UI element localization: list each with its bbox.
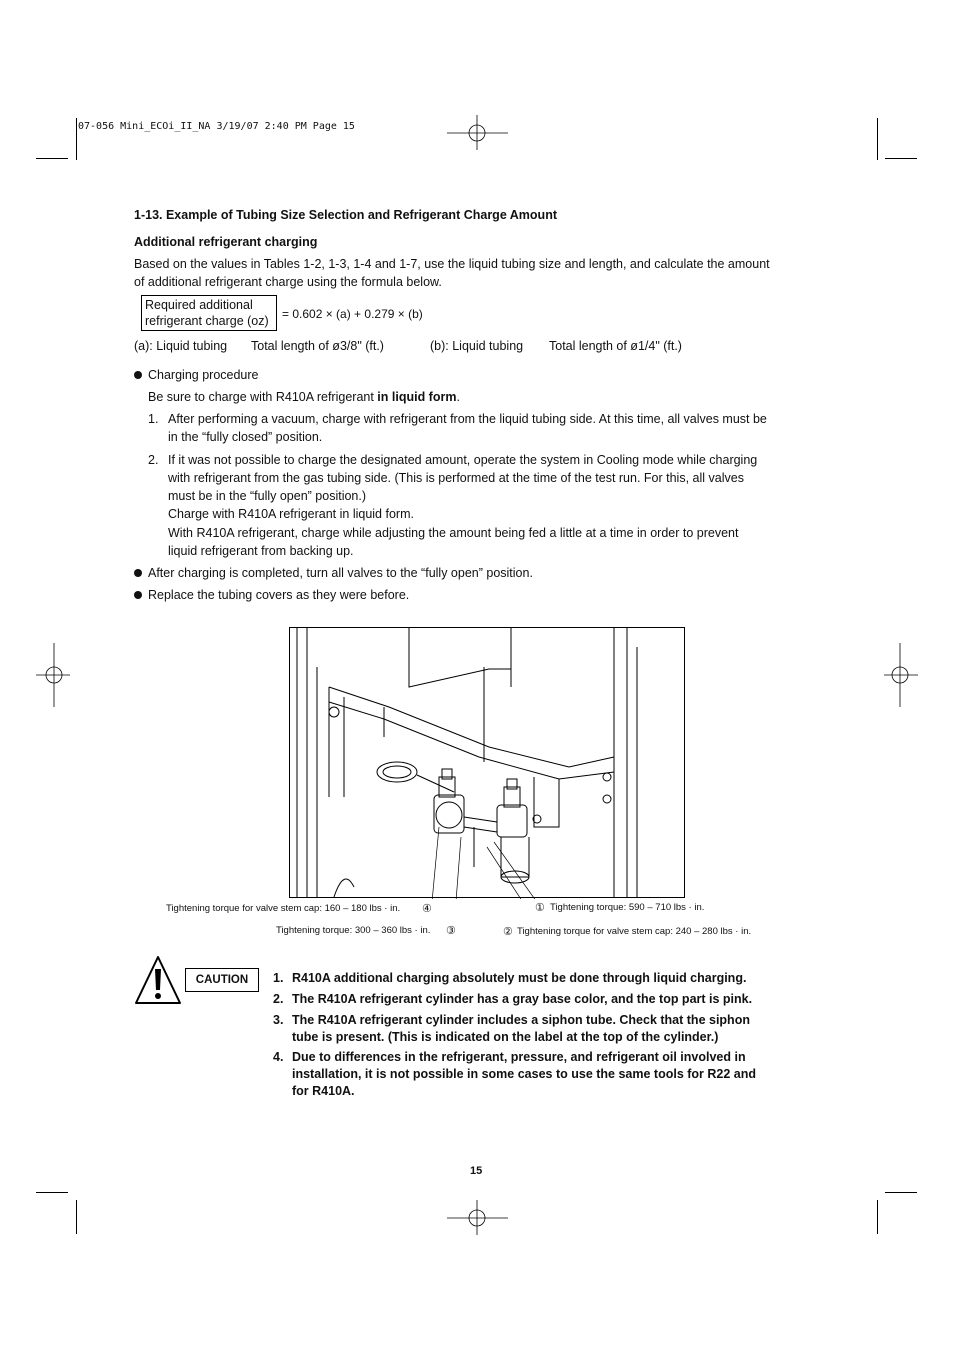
def-a-label: (a): Liquid tubing	[134, 339, 228, 353]
caution-2-number: 2.	[273, 992, 284, 1006]
caution-4-number: 4.	[273, 1050, 284, 1064]
bullet-dot	[134, 569, 142, 577]
caution-badge: CAUTION	[185, 968, 259, 992]
page-number: 15	[470, 1165, 483, 1177]
charging-note-bold: in liquid form	[377, 390, 457, 404]
bullet-charging-procedure: Charging procedure	[148, 368, 259, 382]
def-b-desc: Total length of ø1/4" (ft.)	[549, 339, 682, 353]
step-2-line-6: liquid refrigerant from backing up.	[168, 544, 354, 558]
step-2-line-3: must be in the “fully open” position.)	[168, 489, 367, 503]
caution-4-line-2: installation, it is not possible in some cases to use the same tools for R22 and	[292, 1067, 757, 1081]
charging-note	[148, 388, 460, 406]
step-2-line-4: Charge with R410A refrigerant in liquid form.	[168, 507, 414, 521]
step-2-line-1: If it was not possible to charge the designated amount, operate the system in Cooling mode while charging	[168, 453, 758, 467]
formula-expression: = 0.602 × (a) + 0.279 × (b)	[282, 307, 423, 321]
torque-label-3: Tightening torque: 300 – 360 lbs · in.	[276, 925, 431, 936]
torque-number-2: ②	[503, 926, 513, 938]
bullet-dot	[134, 591, 142, 599]
caution-3-line-1: The R410A refrigerant cylinder includes a siphon tube. Check that the siphon	[292, 1013, 750, 1027]
step-1-line-2: in the “fully closed” position.	[168, 430, 323, 444]
torque-number-4: ④	[422, 903, 432, 915]
caution-1-line-1: R410A additional charging absolutely must be done through liquid charging.	[292, 971, 747, 985]
bullet-replace-covers: Replace the tubing covers as they were before.	[148, 588, 410, 602]
charging-note-prefix: Be sure to charge with R410A refrigerant	[148, 390, 378, 404]
intro-line-2: of additional refrigerant charge using the formula below.	[134, 275, 442, 289]
step-2-line-5: With R410A refrigerant, charge while adjusting the amount being fed a little at a time in order to prevent	[168, 526, 739, 540]
caution-2-line-1: The R410A refrigerant cylinder has a gray base color, and the top part is pink.	[292, 992, 753, 1006]
bullet-dot	[134, 371, 142, 379]
torque-label-1: Tightening torque: 590 – 710 lbs · in.	[550, 902, 705, 913]
caution-4-line-1: Due to differences in the refrigerant, pressure, and refrigerant oil involved in	[292, 1050, 746, 1064]
caution-3-number: 3.	[273, 1013, 284, 1027]
step-1-line-1: After performing a vacuum, charge with refrigerant from the liquid tubing side. At this time, all valves must be	[168, 412, 767, 426]
warning-triangle-icon	[134, 955, 182, 1005]
torque-number-1: ①	[535, 902, 545, 914]
valve-illustration	[289, 627, 686, 899]
formula-box-line-2: refrigerant charge (oz)	[145, 314, 269, 328]
step-2-line-2: with refrigerant from the gas tubing side. (This is performed at the time of the test run. For this, all valves	[168, 471, 744, 485]
torque-number-3: ③	[446, 925, 456, 937]
caution-4-line-3: for R410A.	[292, 1084, 355, 1098]
intro-line-1: Based on the values in Tables 1-2, 1-3, 1-4 and 1-7, use the liquid tubing size and length, and calculate the amount	[134, 257, 770, 271]
torque-label-2: Tightening torque for valve stem cap: 240 – 280 lbs · in.	[517, 926, 752, 937]
print-slug: 07-056 Mini_ECOi_II_NA 3/19/07 2:40 PM Page 15	[78, 121, 355, 132]
def-a-desc: Total length of ø3/8" (ft.)	[251, 339, 384, 353]
step-1-number: 1.	[148, 412, 159, 426]
formula-box	[141, 295, 277, 331]
def-b-label: (b): Liquid tubing	[430, 339, 524, 353]
step-2-number: 2.	[148, 453, 159, 467]
torque-label-4: Tightening torque for valve stem cap: 160 – 180 lbs · in.	[166, 903, 401, 914]
section-title: 1-13. Example of Tubing Size Selection and Refrigerant Charge Amount	[134, 208, 557, 222]
charging-note-suffix: .	[456, 390, 460, 404]
caution-3-line-2: tube is present. (This is indicated on the label at the top of the cylinder.)	[292, 1030, 719, 1044]
formula-box-line-1: Required additional	[145, 298, 253, 312]
bullet-after-charging: After charging is completed, turn all valves to the “fully open” position.	[148, 566, 533, 580]
subheading: Additional refrigerant charging	[134, 235, 318, 249]
caution-1-number: 1.	[273, 971, 284, 985]
